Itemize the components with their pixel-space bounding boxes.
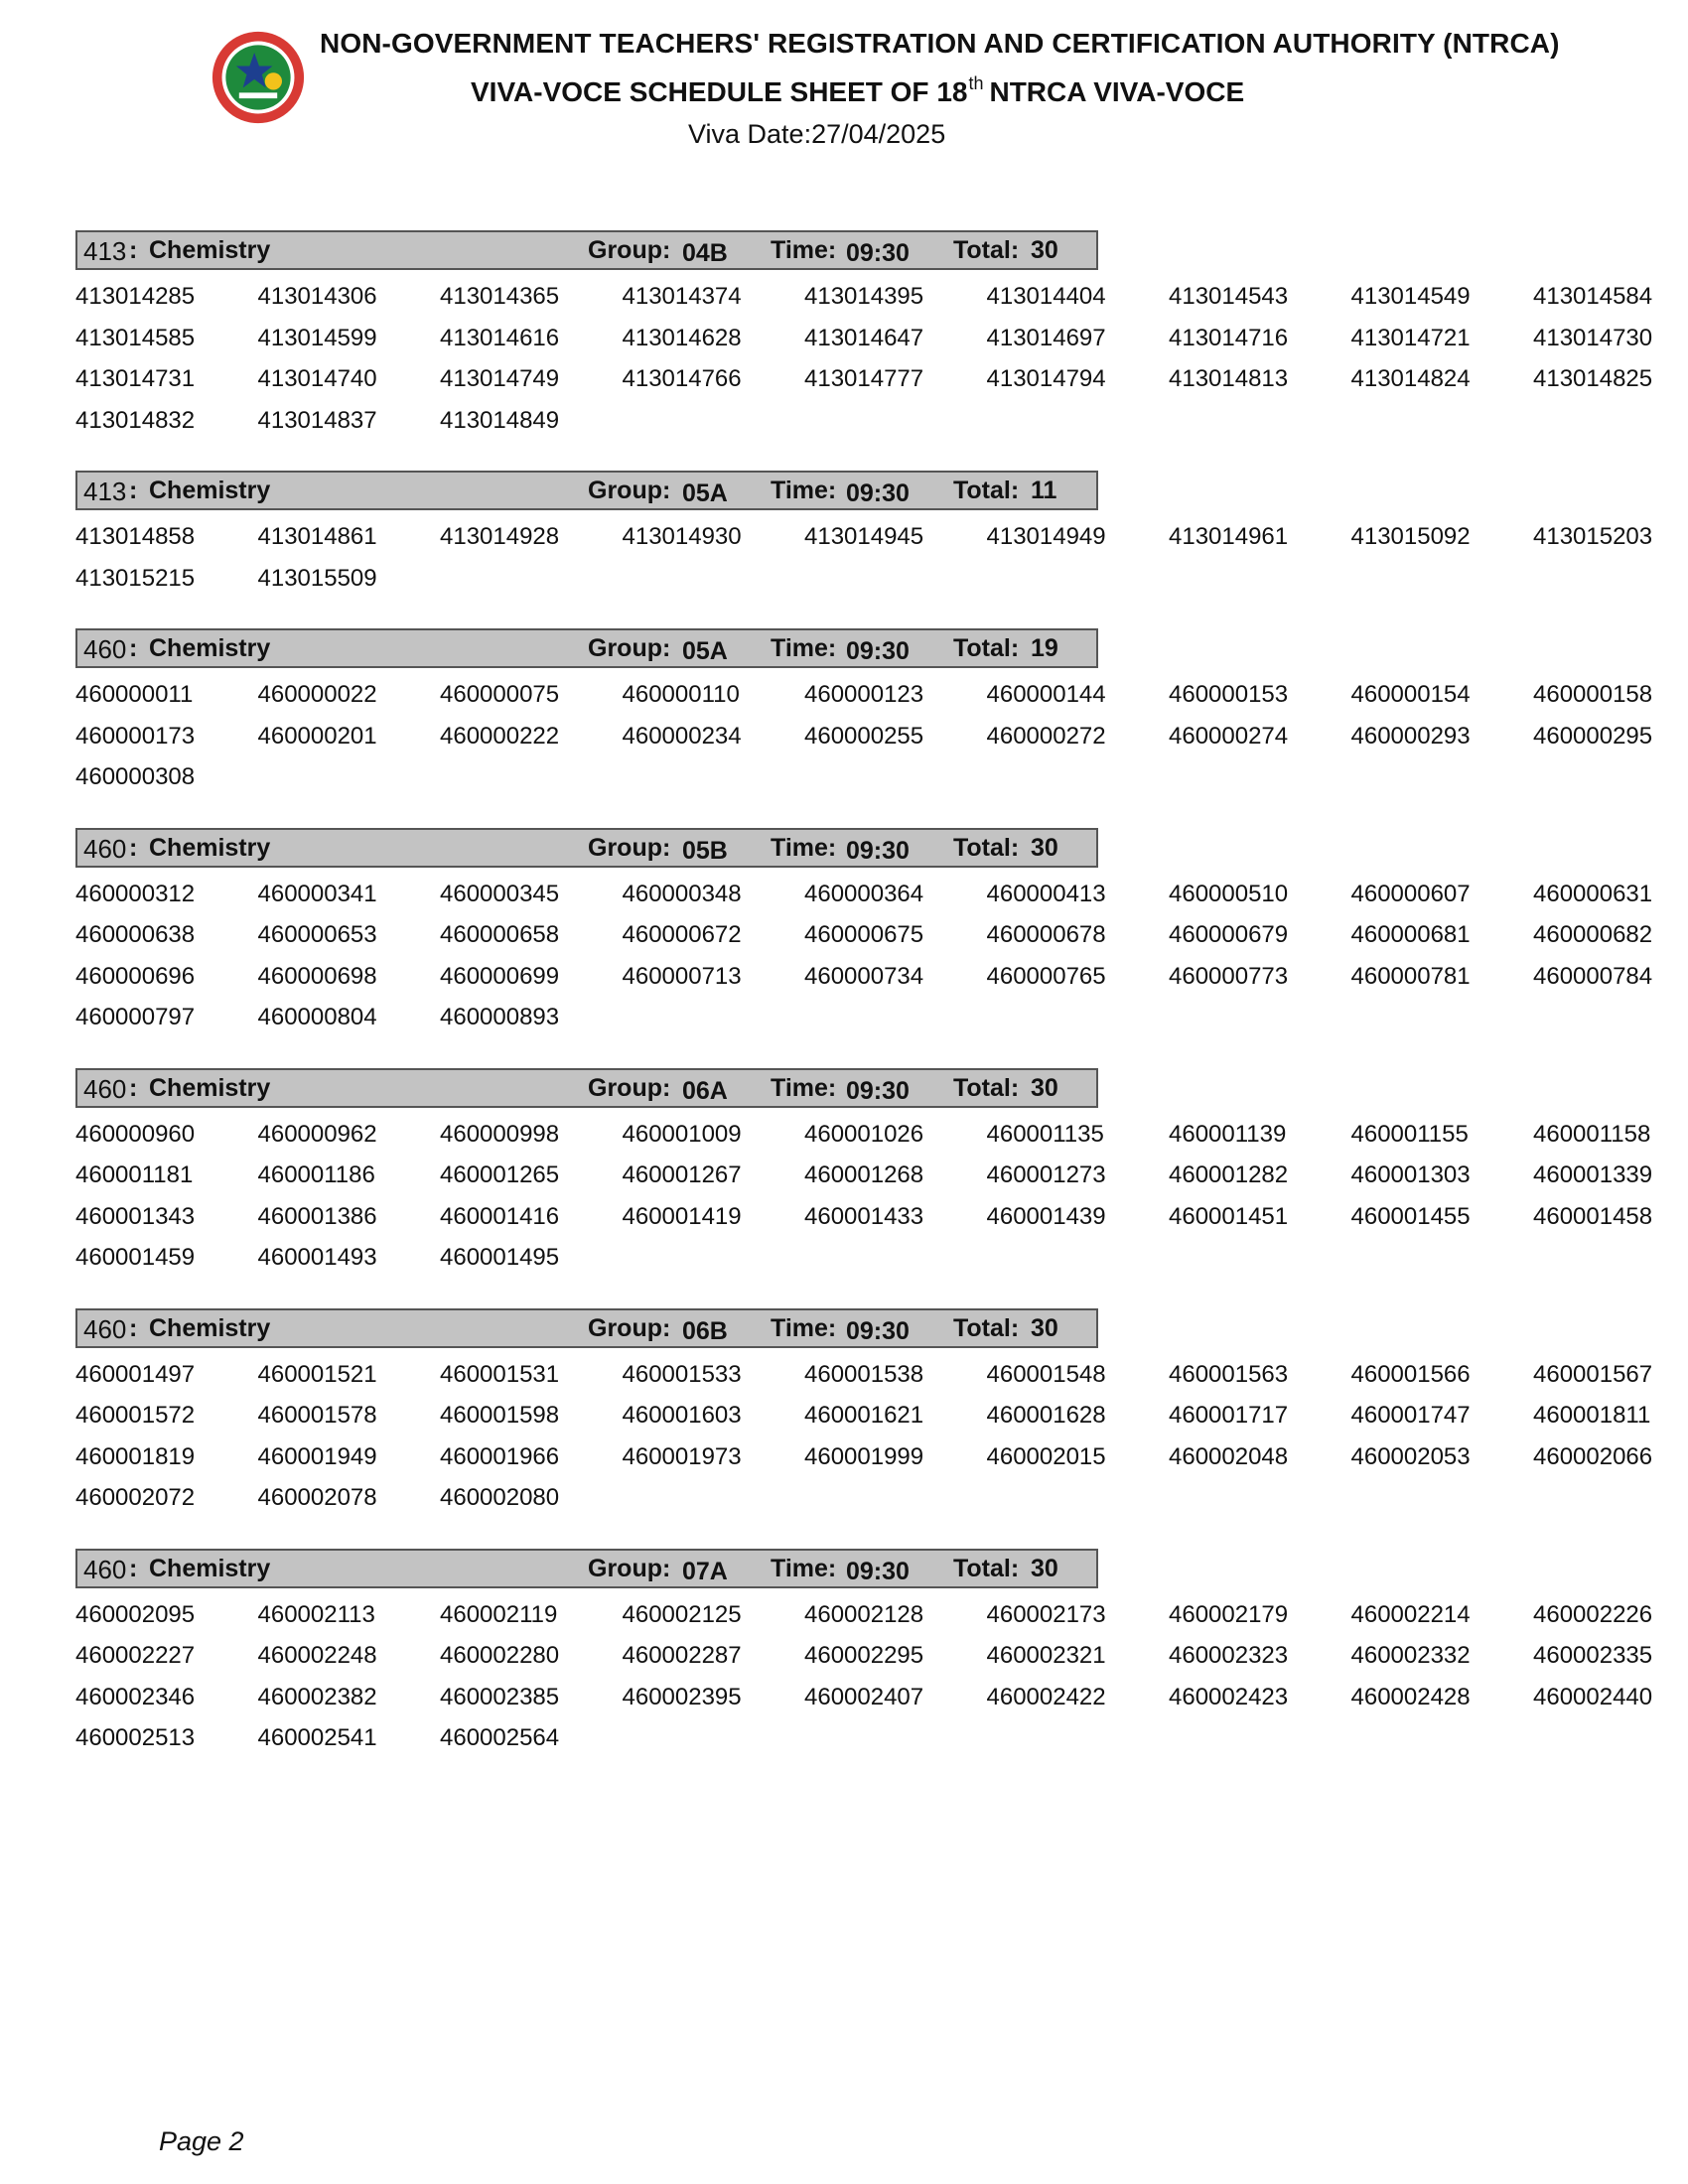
roll-number: 460001416 bbox=[440, 1202, 560, 1230]
roll-number: 460001386 bbox=[257, 1202, 377, 1230]
roll-number: 460000345 bbox=[440, 880, 560, 907]
time-value: 09:30 bbox=[846, 239, 910, 267]
subject-code: 460 bbox=[83, 634, 127, 664]
roll-number: 460001493 bbox=[257, 1244, 377, 1271]
roll-number: 413014825 bbox=[1533, 365, 1653, 392]
subject-colon: : bbox=[129, 833, 138, 862]
roll-number: 460000681 bbox=[1350, 921, 1471, 948]
roll-number: 460000672 bbox=[622, 921, 742, 948]
roll-number: 413014543 bbox=[1169, 283, 1289, 310]
roll-number: 460002323 bbox=[1169, 1642, 1289, 1669]
roll-number: 460000784 bbox=[1533, 962, 1653, 990]
roll-number: 460001521 bbox=[257, 1360, 377, 1388]
roll-number: 413014832 bbox=[75, 406, 196, 434]
roll-number: 460001186 bbox=[257, 1161, 375, 1188]
roll-number: 413014306 bbox=[257, 283, 377, 310]
roll-number: 413014949 bbox=[986, 523, 1106, 550]
roll-number-grid bbox=[75, 1354, 1664, 1519]
header-title: NON-GOVERNMENT TEACHERS' REGISTRATION AND CERTIFICATION AUTHORITY (NTRCA) bbox=[320, 28, 1560, 59]
section-header-bar bbox=[75, 628, 1098, 668]
roll-number: 460002173 bbox=[986, 1600, 1106, 1628]
roll-number-grid bbox=[75, 674, 1664, 798]
viva-date-value: 27/04/2025 bbox=[811, 119, 946, 149]
roll-number: 460001603 bbox=[622, 1402, 742, 1429]
roll-number: 413014930 bbox=[622, 523, 742, 550]
roll-number: 460002395 bbox=[622, 1683, 742, 1710]
roll-number: 460001265 bbox=[440, 1161, 560, 1188]
roll-number: 413014849 bbox=[440, 406, 560, 434]
roll-number: 460001458 bbox=[1533, 1202, 1653, 1230]
roll-number: 460002248 bbox=[257, 1642, 377, 1669]
subject-colon: : bbox=[129, 236, 138, 264]
roll-number: 460002513 bbox=[75, 1724, 196, 1751]
subject-code: 413 bbox=[83, 236, 127, 266]
roll-number: 460002295 bbox=[804, 1642, 924, 1669]
section-header-bar bbox=[75, 471, 1098, 510]
roll-number: 460002346 bbox=[75, 1683, 196, 1710]
roll-number: 460000413 bbox=[986, 880, 1106, 907]
time-label: Time: bbox=[771, 236, 837, 264]
roll-number: 413014928 bbox=[440, 523, 560, 550]
roll-number: 460001433 bbox=[804, 1202, 924, 1230]
subject-name: Chemistry bbox=[149, 236, 271, 264]
roll-number: 413015215 bbox=[75, 564, 196, 592]
roll-number: 460002321 bbox=[986, 1642, 1106, 1669]
roll-number: 460002214 bbox=[1350, 1600, 1471, 1628]
roll-number: 413014766 bbox=[622, 365, 742, 392]
subject-colon: : bbox=[129, 1554, 138, 1582]
roll-number: 413014945 bbox=[804, 523, 924, 550]
roll-number: 413014730 bbox=[1533, 324, 1653, 351]
roll-number-grid bbox=[75, 874, 1664, 1038]
roll-number: 460001268 bbox=[804, 1161, 924, 1188]
total-value: 30 bbox=[1031, 1313, 1058, 1342]
roll-number: 460000144 bbox=[986, 681, 1106, 708]
roll-number: 460002128 bbox=[804, 1600, 924, 1628]
roll-number: 460002080 bbox=[440, 1484, 560, 1511]
subject-name: Chemistry bbox=[149, 634, 271, 662]
roll-number: 413014740 bbox=[257, 365, 377, 392]
roll-number: 460002113 bbox=[257, 1600, 375, 1628]
roll-number: 413014599 bbox=[257, 324, 377, 351]
roll-number: 460001747 bbox=[1350, 1402, 1471, 1429]
roll-number: 413015092 bbox=[1350, 523, 1471, 550]
roll-number: 460001158 bbox=[1533, 1120, 1651, 1148]
roll-number: 460000364 bbox=[804, 880, 924, 907]
total-label: Total: bbox=[953, 477, 1020, 504]
roll-number: 460000682 bbox=[1533, 921, 1653, 948]
roll-number: 460001451 bbox=[1169, 1202, 1289, 1230]
subject-colon: : bbox=[129, 477, 138, 504]
roll-number: 460000696 bbox=[75, 962, 196, 990]
roll-number: 460001949 bbox=[257, 1442, 377, 1470]
roll-number: 413014628 bbox=[622, 324, 742, 351]
roll-number: 460000658 bbox=[440, 921, 560, 948]
total-label: Total: bbox=[953, 833, 1020, 862]
roll-number: 460000653 bbox=[257, 921, 377, 948]
time-value: 09:30 bbox=[846, 479, 910, 507]
roll-number: 413014584 bbox=[1533, 283, 1653, 310]
total-value: 30 bbox=[1031, 833, 1058, 862]
roll-number: 460000295 bbox=[1533, 722, 1653, 750]
roll-number: 460001621 bbox=[804, 1402, 924, 1429]
roll-number: 460001563 bbox=[1169, 1360, 1289, 1388]
roll-number: 460000348 bbox=[622, 880, 742, 907]
group-value: 07A bbox=[682, 1557, 728, 1585]
total-value: 19 bbox=[1031, 634, 1058, 662]
total-label: Total: bbox=[953, 1073, 1020, 1102]
roll-number: 413014813 bbox=[1169, 365, 1289, 392]
roll-number: 460001495 bbox=[440, 1244, 560, 1271]
roll-number: 460000110 bbox=[622, 681, 740, 708]
roll-number: 413014794 bbox=[986, 365, 1106, 392]
roll-number: 460000154 bbox=[1350, 681, 1471, 708]
group-value: 04B bbox=[682, 239, 728, 267]
roll-number: 460002422 bbox=[986, 1683, 1106, 1710]
roll-number: 460002066 bbox=[1533, 1442, 1653, 1470]
roll-number: 460001267 bbox=[622, 1161, 742, 1188]
roll-number: 413014858 bbox=[75, 523, 196, 550]
group-label: Group: bbox=[588, 1073, 671, 1102]
roll-number: 460001973 bbox=[622, 1442, 742, 1470]
subject-name: Chemistry bbox=[149, 1554, 271, 1582]
roll-number-grid bbox=[75, 516, 1664, 599]
group-value: 06A bbox=[682, 1076, 728, 1105]
roll-number: 460001811 bbox=[1533, 1402, 1651, 1429]
header-subtitle bbox=[471, 73, 1244, 108]
section-header-bar bbox=[75, 1068, 1098, 1108]
roll-number: 460002280 bbox=[440, 1642, 560, 1669]
roll-number: 460002119 bbox=[440, 1600, 558, 1628]
schedule-section bbox=[75, 1308, 1664, 1519]
roll-number: 460000022 bbox=[257, 681, 377, 708]
roll-number: 460001819 bbox=[75, 1442, 196, 1470]
roll-number: 460001578 bbox=[257, 1402, 377, 1429]
roll-number: 460000153 bbox=[1169, 681, 1289, 708]
roll-number: 413014731 bbox=[75, 365, 196, 392]
roll-number: 460001538 bbox=[804, 1360, 924, 1388]
subject-code: 460 bbox=[83, 1554, 127, 1584]
schedule-section bbox=[75, 628, 1664, 798]
roll-number: 413014549 bbox=[1350, 283, 1471, 310]
roll-number: 460000797 bbox=[75, 1004, 196, 1030]
roll-number: 460002428 bbox=[1350, 1683, 1471, 1710]
roll-number: 460002053 bbox=[1350, 1442, 1471, 1470]
group-label: Group: bbox=[588, 236, 671, 264]
roll-number: 460000123 bbox=[804, 681, 924, 708]
subject-code: 460 bbox=[83, 833, 127, 864]
roll-number: 460001598 bbox=[440, 1402, 560, 1429]
schedule-section bbox=[75, 1549, 1664, 1759]
roll-number: 460002078 bbox=[257, 1484, 377, 1511]
time-label: Time: bbox=[771, 1313, 837, 1342]
roll-number: 460000075 bbox=[440, 681, 560, 708]
roll-number: 460001566 bbox=[1350, 1360, 1471, 1388]
time-label: Time: bbox=[771, 634, 837, 662]
roll-number: 460000222 bbox=[440, 722, 560, 750]
roll-number: 460002287 bbox=[622, 1642, 742, 1669]
roll-number: 460001628 bbox=[986, 1402, 1106, 1429]
schedule-section bbox=[75, 1068, 1664, 1279]
schedule-section bbox=[75, 471, 1664, 599]
roll-number: 460000274 bbox=[1169, 722, 1289, 750]
roll-number-grid bbox=[75, 1594, 1664, 1759]
roll-number: 460000679 bbox=[1169, 921, 1289, 948]
roll-number: 460001155 bbox=[1350, 1120, 1469, 1148]
roll-number: 460001717 bbox=[1169, 1402, 1289, 1429]
roll-number: 460001999 bbox=[804, 1442, 924, 1470]
viva-date bbox=[688, 119, 945, 150]
roll-number: 460000638 bbox=[75, 921, 196, 948]
roll-number: 460000293 bbox=[1350, 722, 1471, 750]
roll-number: 460002541 bbox=[257, 1724, 377, 1751]
header-subtitle-pre: VIVA-VOCE SCHEDULE SHEET OF 18 bbox=[471, 76, 968, 107]
total-label: Total: bbox=[953, 1554, 1020, 1582]
roll-number-grid bbox=[75, 276, 1664, 441]
total-value: 30 bbox=[1031, 1073, 1058, 1102]
roll-number: 413015203 bbox=[1533, 523, 1653, 550]
roll-number: 460000255 bbox=[804, 722, 924, 750]
roll-number: 460002125 bbox=[622, 1600, 742, 1628]
group-value: 06B bbox=[682, 1316, 728, 1345]
roll-number: 460002072 bbox=[75, 1484, 196, 1511]
roll-number: 460001026 bbox=[804, 1120, 924, 1148]
group-label: Group: bbox=[588, 634, 671, 662]
roll-number: 460001181 bbox=[75, 1161, 194, 1188]
total-label: Total: bbox=[953, 236, 1020, 264]
roll-number: 460001343 bbox=[75, 1202, 196, 1230]
roll-number: 460001273 bbox=[986, 1161, 1106, 1188]
roll-number: 413015509 bbox=[257, 564, 377, 592]
roll-number: 413014824 bbox=[1350, 365, 1471, 392]
subject-colon: : bbox=[129, 634, 138, 662]
roll-number: 413014395 bbox=[804, 283, 924, 310]
schedule-section bbox=[75, 828, 1664, 1038]
header-subtitle-sup: th bbox=[968, 73, 984, 93]
time-label: Time: bbox=[771, 1554, 837, 1582]
roll-number: 460000773 bbox=[1169, 962, 1289, 990]
subject-colon: : bbox=[129, 1313, 138, 1342]
roll-number: 460002048 bbox=[1169, 1442, 1289, 1470]
roll-number: 460002440 bbox=[1533, 1683, 1653, 1710]
roll-number: 460002015 bbox=[986, 1442, 1106, 1470]
roll-number: 460002423 bbox=[1169, 1683, 1289, 1710]
roll-number: 460000781 bbox=[1350, 962, 1471, 990]
section-header-bar bbox=[75, 230, 1098, 270]
roll-number: 460000678 bbox=[986, 921, 1106, 948]
group-label: Group: bbox=[588, 833, 671, 862]
roll-number: 460001497 bbox=[75, 1360, 196, 1388]
roll-number: 460001459 bbox=[75, 1244, 196, 1271]
roll-number: 460000960 bbox=[75, 1120, 196, 1148]
roll-number: 460002564 bbox=[440, 1724, 560, 1751]
group-value: 05A bbox=[682, 479, 728, 507]
roll-number: 460002407 bbox=[804, 1683, 924, 1710]
roll-number: 460001548 bbox=[986, 1360, 1106, 1388]
roll-number: 460002095 bbox=[75, 1600, 196, 1628]
roll-number: 460002226 bbox=[1533, 1600, 1653, 1628]
roll-number: 460001455 bbox=[1350, 1202, 1471, 1230]
roll-number: 460001139 bbox=[1169, 1120, 1287, 1148]
roll-number: 413014721 bbox=[1350, 324, 1471, 351]
page-number: Page 2 bbox=[159, 2126, 244, 2156]
roll-number: 460000234 bbox=[622, 722, 742, 750]
roll-number: 460001303 bbox=[1350, 1161, 1471, 1188]
time-value: 09:30 bbox=[846, 1316, 910, 1345]
roll-number: 460002179 bbox=[1169, 1600, 1289, 1628]
roll-number: 460000675 bbox=[804, 921, 924, 948]
roll-number: 460001419 bbox=[622, 1202, 742, 1230]
group-label: Group: bbox=[588, 1554, 671, 1582]
schedule-sections bbox=[75, 230, 1664, 1789]
time-label: Time: bbox=[771, 833, 837, 862]
roll-number: 460000765 bbox=[986, 962, 1106, 990]
total-value: 30 bbox=[1031, 1554, 1058, 1582]
roll-number: 460000272 bbox=[986, 722, 1106, 750]
subject-code: 460 bbox=[83, 1313, 127, 1344]
group-label: Group: bbox=[588, 1313, 671, 1342]
total-value: 11 bbox=[1031, 477, 1057, 504]
roll-number: 460002382 bbox=[257, 1683, 377, 1710]
time-value: 09:30 bbox=[846, 836, 910, 865]
section-header-bar bbox=[75, 828, 1098, 868]
roll-number: 460001966 bbox=[440, 1442, 560, 1470]
roll-number: 460001009 bbox=[622, 1120, 742, 1148]
roll-number: 460000631 bbox=[1533, 880, 1653, 907]
roll-number: 460000962 bbox=[257, 1120, 377, 1148]
roll-number: 413014585 bbox=[75, 324, 196, 351]
roll-number: 413014697 bbox=[986, 324, 1106, 351]
subject-name: Chemistry bbox=[149, 1073, 271, 1102]
subject-code: 460 bbox=[83, 1073, 127, 1104]
roll-number: 460002227 bbox=[75, 1642, 196, 1669]
roll-number: 460001439 bbox=[986, 1202, 1106, 1230]
schedule-section bbox=[75, 230, 1664, 441]
roll-number: 413014716 bbox=[1169, 324, 1289, 351]
time-value: 09:30 bbox=[846, 637, 910, 665]
roll-number: 413014837 bbox=[257, 406, 377, 434]
roll-number: 413014365 bbox=[440, 283, 560, 310]
roll-number: 460000011 bbox=[75, 681, 194, 708]
roll-number: 413014647 bbox=[804, 324, 924, 351]
total-label: Total: bbox=[953, 634, 1020, 662]
subject-name: Chemistry bbox=[149, 477, 271, 504]
total-value: 30 bbox=[1031, 236, 1058, 264]
roll-number: 460000713 bbox=[622, 962, 742, 990]
subject-colon: : bbox=[129, 1073, 138, 1102]
roll-number: 460000312 bbox=[75, 880, 196, 907]
roll-number: 460001572 bbox=[75, 1402, 196, 1429]
roll-number: 460001282 bbox=[1169, 1161, 1289, 1188]
group-value: 05A bbox=[682, 637, 728, 665]
roll-number: 460000804 bbox=[257, 1004, 377, 1030]
roll-number: 413014861 bbox=[257, 523, 377, 550]
header-subtitle-post: NTRCA VIVA-VOCE bbox=[989, 76, 1245, 107]
time-value: 09:30 bbox=[846, 1076, 910, 1105]
time-label: Time: bbox=[771, 477, 837, 504]
roll-number: 460001135 bbox=[986, 1120, 1104, 1148]
roll-number-grid bbox=[75, 1114, 1664, 1279]
subject-code: 413 bbox=[83, 477, 127, 506]
roll-number: 413014616 bbox=[440, 324, 560, 351]
roll-number: 413014961 bbox=[1169, 523, 1289, 550]
roll-number: 413014777 bbox=[804, 365, 924, 392]
section-header-bar bbox=[75, 1549, 1098, 1588]
roll-number: 460000201 bbox=[257, 722, 377, 750]
roll-number: 413014749 bbox=[440, 365, 560, 392]
time-label: Time: bbox=[771, 1073, 837, 1102]
roll-number: 413014404 bbox=[986, 283, 1106, 310]
subject-name: Chemistry bbox=[149, 1313, 271, 1342]
roll-number: 460000607 bbox=[1350, 880, 1471, 907]
roll-number: 460000158 bbox=[1533, 681, 1653, 708]
roll-number: 413014374 bbox=[622, 283, 742, 310]
total-label: Total: bbox=[953, 1313, 1020, 1342]
roll-number: 460000341 bbox=[257, 880, 377, 907]
roll-number: 460000734 bbox=[804, 962, 924, 990]
roll-number: 460001531 bbox=[440, 1360, 560, 1388]
roll-number: 460000698 bbox=[257, 962, 377, 990]
roll-number: 460000699 bbox=[440, 962, 560, 990]
roll-number: 460000893 bbox=[440, 1004, 560, 1030]
roll-number: 460001567 bbox=[1533, 1360, 1653, 1388]
group-value: 05B bbox=[682, 836, 728, 865]
roll-number: 460000308 bbox=[75, 763, 196, 790]
roll-number: 460001339 bbox=[1533, 1161, 1653, 1188]
roll-number: 460000510 bbox=[1169, 880, 1289, 907]
roll-number: 413014285 bbox=[75, 283, 196, 310]
subject-name: Chemistry bbox=[149, 833, 271, 862]
roll-number: 460002335 bbox=[1533, 1642, 1653, 1669]
section-header-bar bbox=[75, 1308, 1098, 1348]
roll-number: 460000173 bbox=[75, 722, 196, 750]
roll-number: 460002385 bbox=[440, 1683, 560, 1710]
group-label: Group: bbox=[588, 477, 671, 504]
ntrca-logo-icon bbox=[211, 30, 306, 125]
roll-number: 460002332 bbox=[1350, 1642, 1471, 1669]
time-value: 09:30 bbox=[846, 1557, 910, 1585]
viva-date-label: Viva Date: bbox=[688, 119, 812, 149]
roll-number: 460000998 bbox=[440, 1120, 560, 1148]
roll-number: 460001533 bbox=[622, 1360, 742, 1388]
